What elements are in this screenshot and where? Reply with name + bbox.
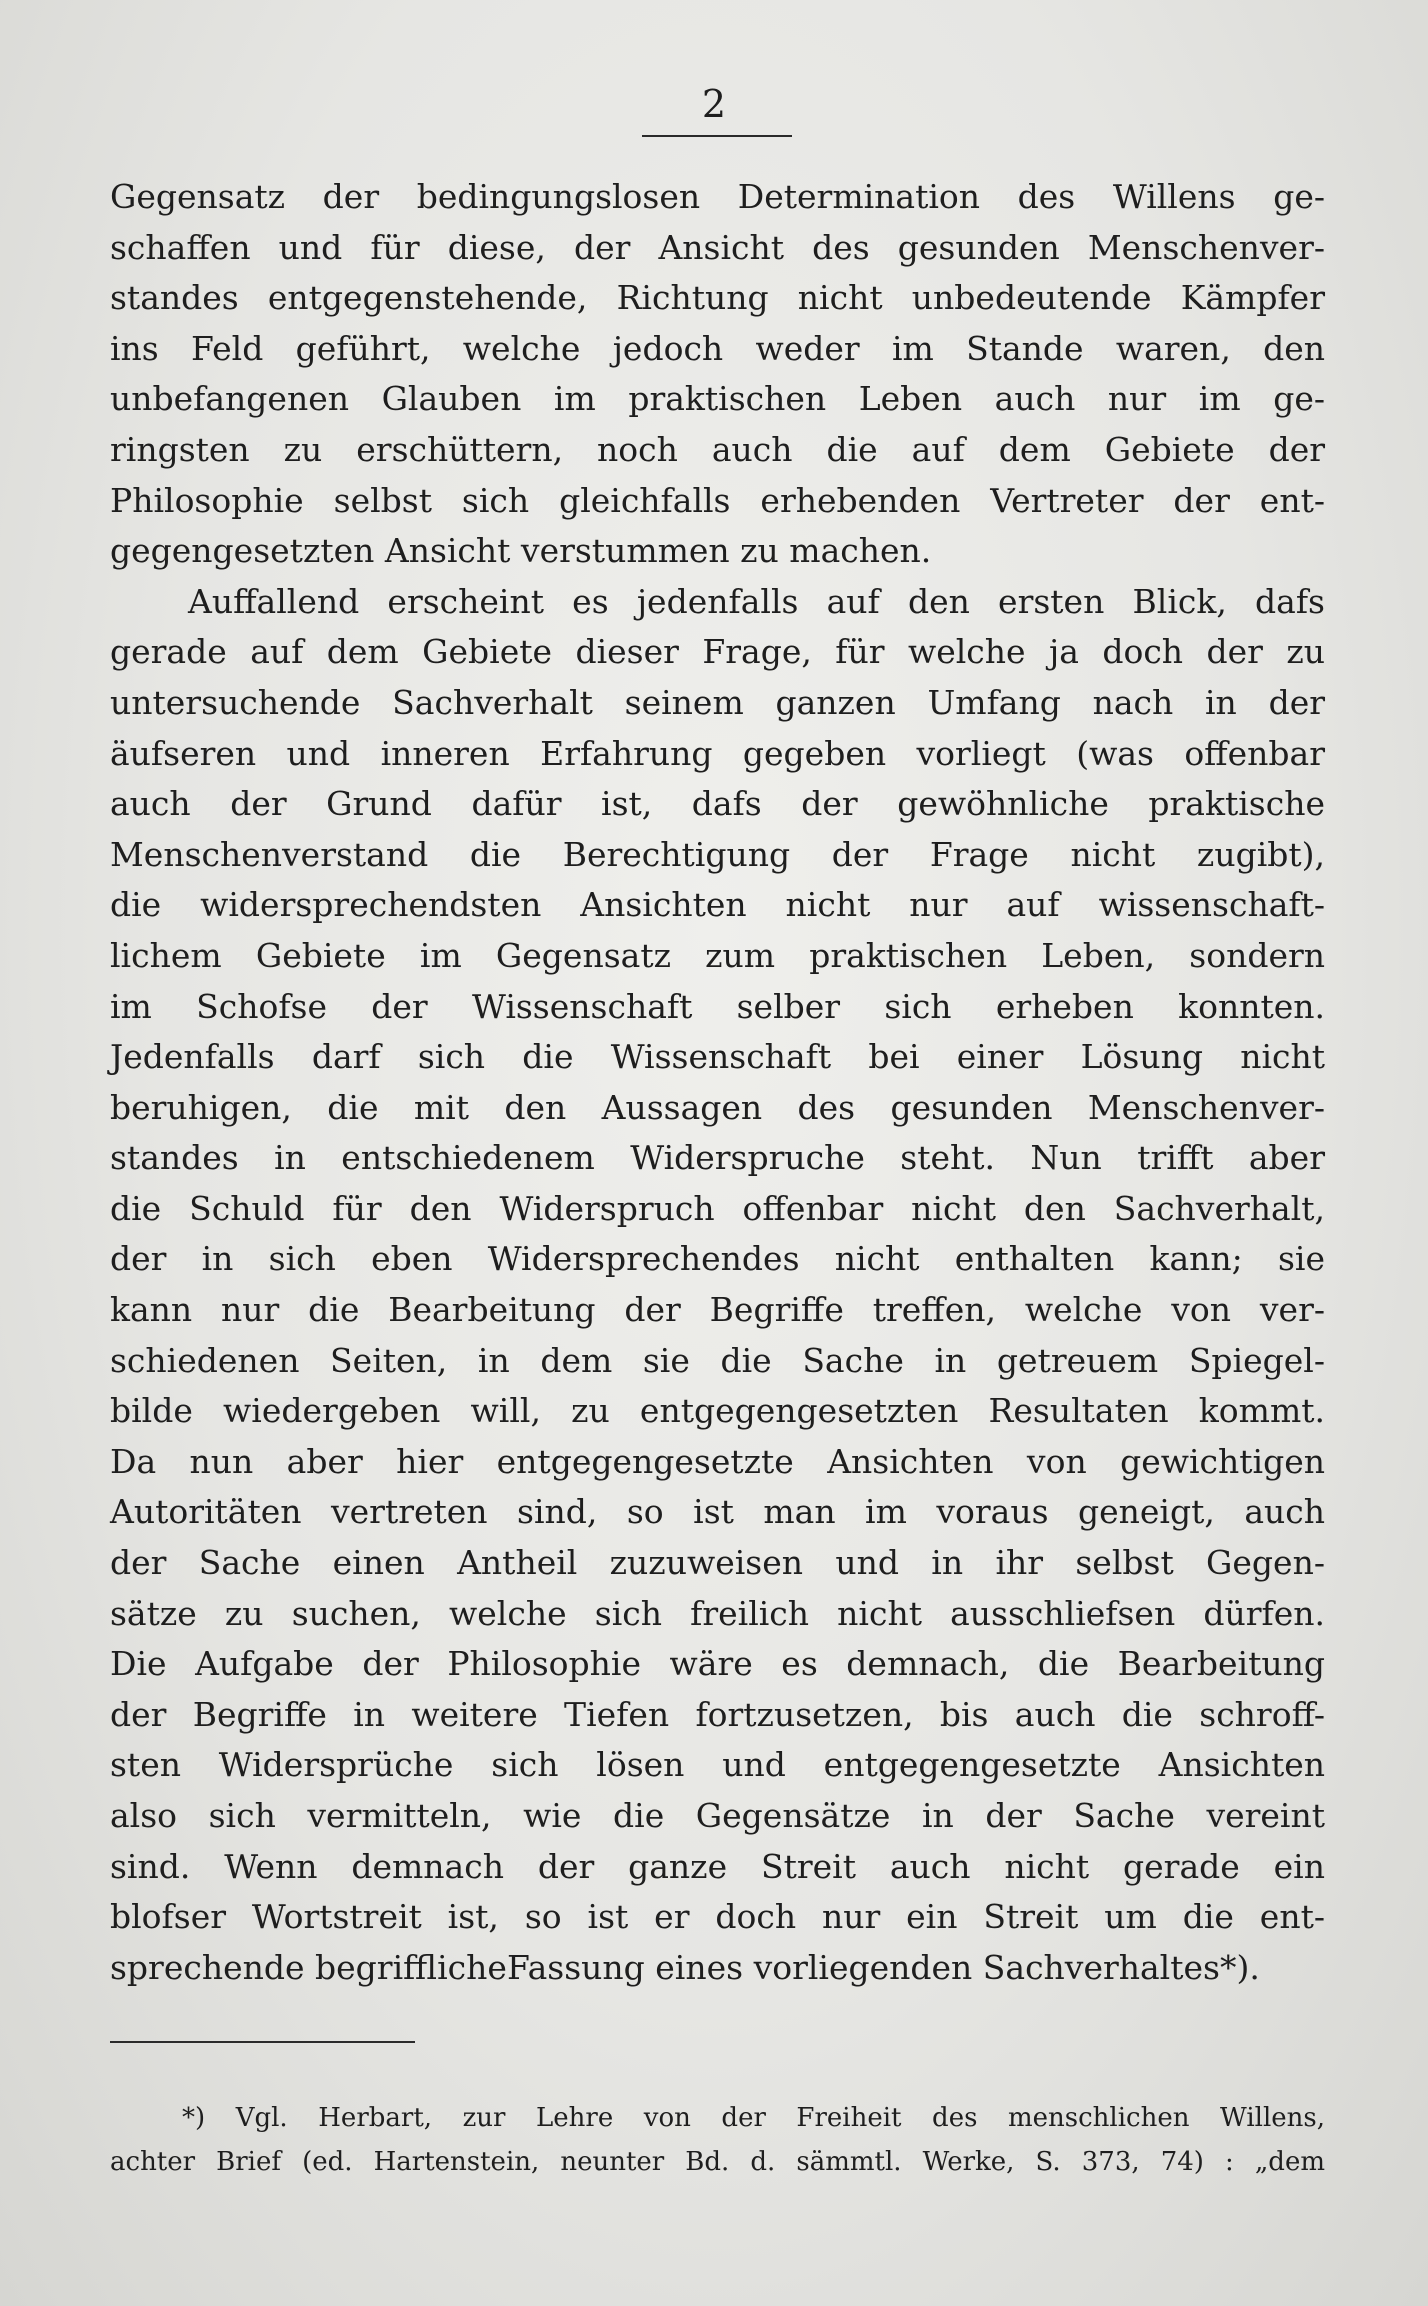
text-line: gegengesetzten Ansicht verstummen zu machen.: [110, 531, 932, 571]
text-line: ringsten zu erschüttern, noch auch die auf dem Gebiete der: [110, 429, 1325, 469]
text-line: auch der Grund dafür ist, dafs der gewöhnliche praktische: [110, 784, 1325, 824]
text-line: äufseren und inneren Erfahrung gegeben vorliegt (was offenbar: [110, 733, 1325, 773]
text-line: bilde wiedergeben will, zu entgegengesetzten Resultaten kommt.: [110, 1391, 1325, 1431]
footnote-line: achter Brief (ed. Hartenstein, neunter Bd. d. sämmtl. Werke, S. 373, 74) : „dem: [110, 2147, 1325, 2177]
body-text: [110, 172, 1325, 1993]
header-rule: [642, 135, 792, 137]
text-line: blofser Wortstreit ist, so ist er doch nur ein Streit um die ent-: [110, 1897, 1325, 1937]
text-line: sätze zu suchen, welche sich freilich nicht ausschliefsen dürfen.: [110, 1593, 1325, 1633]
text-line: ins Feld geführt, welche jedoch weder im Stande waren, den: [110, 328, 1325, 368]
text-line: also sich vermitteln, wie die Gegensätze in der Sache vereint: [110, 1796, 1325, 1835]
text-line: gerade auf dem Gebiete dieser Frage, für welche ja doch der zu: [110, 632, 1325, 672]
footnote: [110, 2096, 1325, 2184]
text-line: die Schuld für den Widerspruch offenbar nicht den Sachverhalt,: [110, 1188, 1325, 1228]
footnote-rule: [110, 2041, 415, 2043]
text-line: Die Aufgabe der Philosophie wäre es demnach, die Bearbeitung: [110, 1644, 1325, 1684]
paragraph-start-line: Auffallend erscheint es jedenfalls auf den ersten Blick, dafs: [188, 581, 1325, 621]
text-line: standes in entschiedenem Widerspruche steht. Nun trifft aber: [110, 1138, 1325, 1178]
text-line: untersuchende Sachverhalt seinem ganzen Umfang nach in der: [110, 682, 1325, 722]
text-line: schaffen und für diese, der Ansicht des gesunden Menschenver-: [110, 227, 1325, 267]
text-line: sten Widersprüche sich lösen und entgegengesetzte Ansichten: [110, 1745, 1325, 1785]
text-line: Autoritäten vertreten sind, so ist man im voraus geneigt, auch: [110, 1492, 1325, 1532]
text-line: standes entgegenstehende, Richtung nicht unbedeutende Kämpfer: [110, 278, 1325, 318]
text-line: schiedenen Seiten, in dem sie die Sache in getreuem Spiegel-: [110, 1340, 1325, 1380]
text-line: Jedenfalls darf sich die Wissenschaft bei einer Lösung nicht: [110, 1037, 1325, 1077]
text-line: Da nun aber hier entgegengesetzte Ansichten von gewichtigen: [110, 1441, 1325, 1481]
footnote-line: *) Vgl. Herbart, zur Lehre von der Freiheit des menschlichen Willens,: [182, 2103, 1325, 2133]
text-line: der Sache einen Antheil zuzuweisen und in ihr selbst Gegen-: [110, 1543, 1325, 1583]
text-line: sprechende begrifflicheFassung eines vorliegenden Sachverhaltes*).: [110, 1947, 1260, 1987]
text-line: der Begriffe in weitere Tiefen fortzusetzen, bis auch die schroff-: [110, 1694, 1325, 1734]
text-line: Philosophie selbst sich gleichfalls erhebenden Vertreter der ent-: [110, 480, 1325, 520]
text-line: unbefangenen Glauben im praktischen Leben auch nur im ge-: [110, 379, 1325, 419]
text-line: sind. Wenn demnach der ganze Streit auch nicht gerade ein: [110, 1846, 1325, 1886]
text-line: im Schofse der Wissenschaft selber sich erheben konnten.: [110, 986, 1325, 1026]
text-line: lichem Gebiete im Gegensatz zum praktischen Leben, sondern: [110, 935, 1325, 975]
text-line: der in sich eben Widersprechendes nicht enthalten kann; sie: [110, 1239, 1325, 1279]
text-line: beruhigen, die mit den Aussagen des gesunden Menschenver-: [110, 1087, 1325, 1127]
text-line: Gegensatz der bedingungslosen Determination des Willens ge-: [110, 177, 1325, 216]
page-number: 2: [701, 82, 727, 126]
text-line: die widersprechendsten Ansichten nicht nur auf wissenschaft-: [110, 885, 1325, 925]
text-line: Menschenverstand die Berechtigung der Frage nicht zugibt),: [110, 834, 1325, 874]
text-line: kann nur die Bearbeitung der Begriffe treffen, welche von ver-: [110, 1290, 1325, 1330]
